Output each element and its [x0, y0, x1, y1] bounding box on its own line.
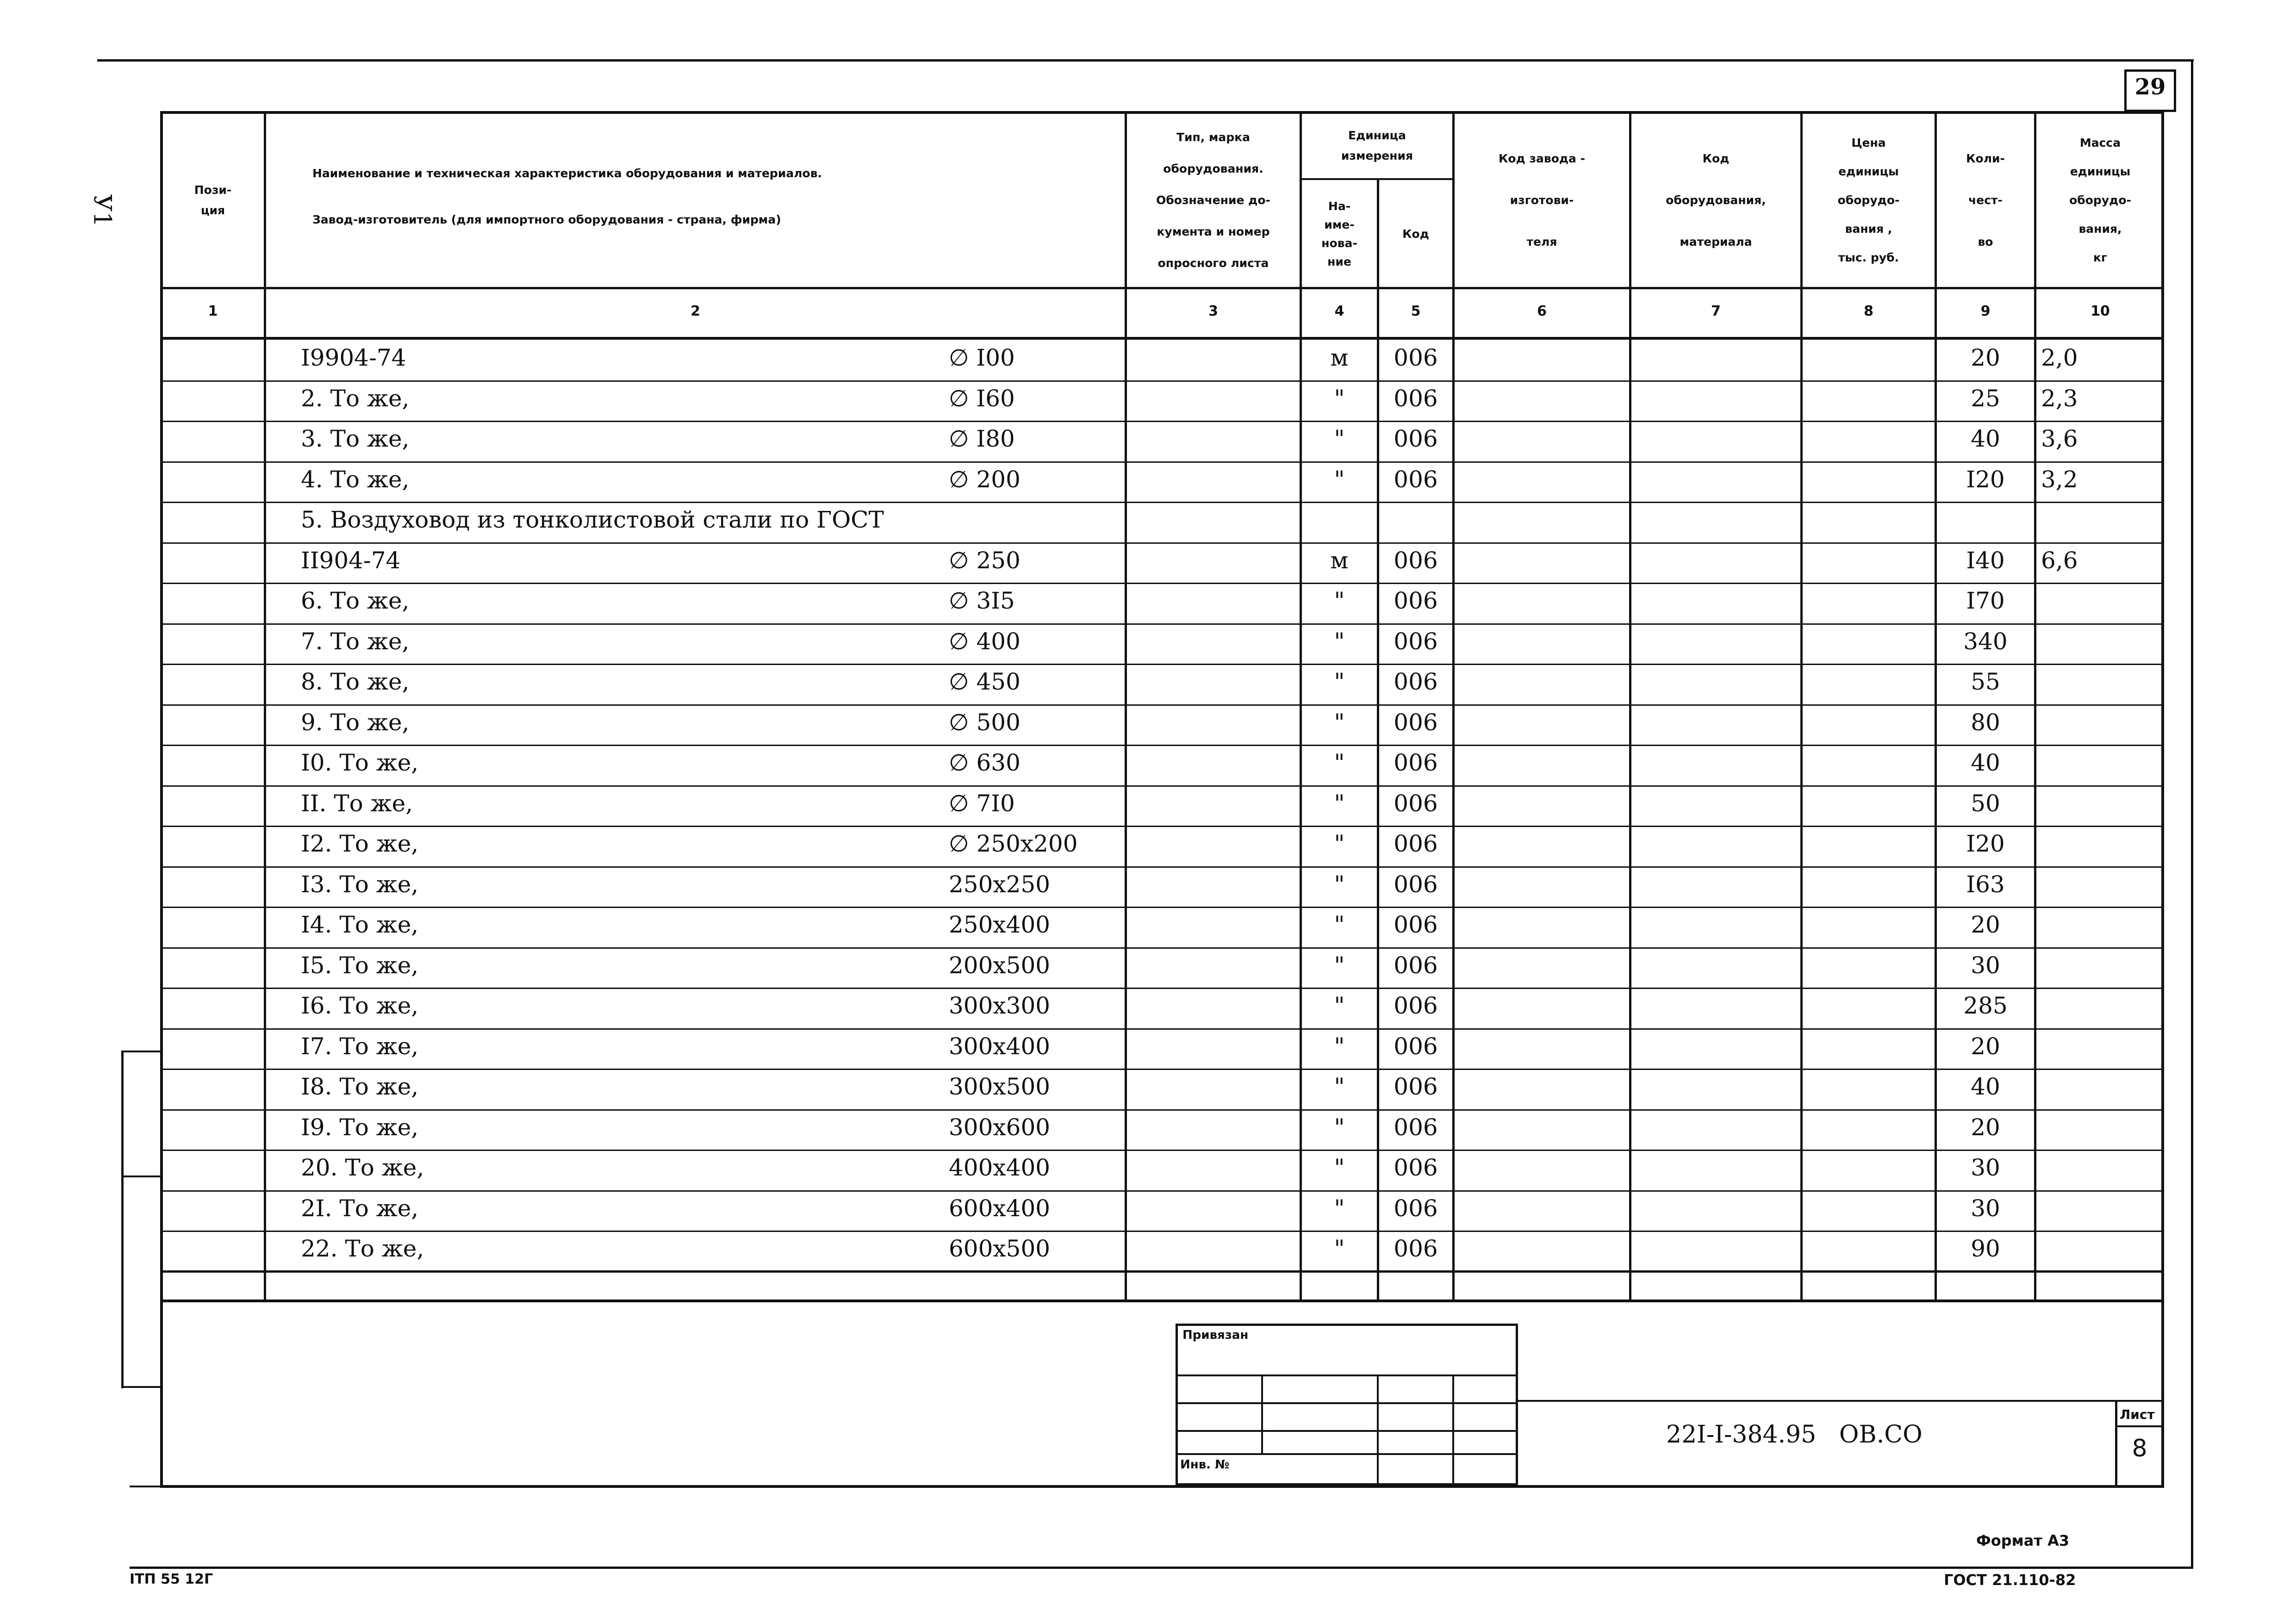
row-size: ∅ 500: [949, 709, 1020, 736]
row-unit: ": [1334, 790, 1345, 817]
row-name: I3. То же,: [301, 871, 419, 898]
row-separator: [160, 785, 2164, 787]
colnum-6: 6: [1537, 303, 1547, 319]
colnum-5: 5: [1411, 303, 1421, 319]
row-unit: ": [1334, 1073, 1345, 1100]
row-separator: [160, 866, 2164, 868]
side-mark: У1: [88, 194, 116, 227]
binding-strip-line-3: [121, 1175, 160, 1177]
row-name: 2. То же,: [301, 385, 410, 412]
header-name: Наименование и техническая характеристика оборудования и материалов. Завод-изготовитель (для импортного оборудования - страна, фирма): [312, 167, 822, 226]
row-code: 006: [1394, 628, 1438, 655]
col-sep-2: [1125, 111, 1127, 1300]
row-unit: ": [1334, 1113, 1345, 1141]
row-name: I0. То же,: [301, 749, 419, 776]
gost-label: ГОСТ 21.110-82: [1944, 1571, 2076, 1589]
row-code: 006: [1394, 344, 1438, 371]
row-name: I5. То же,: [301, 951, 419, 979]
row-qty: 80: [1971, 709, 2000, 736]
row-code: 006: [1394, 790, 1438, 817]
row-qty: 40: [1971, 1073, 2000, 1100]
row-name: I9. То же,: [301, 1113, 419, 1141]
stamp-line-2: [1176, 1402, 1518, 1404]
row-size: 300x500: [949, 1073, 1051, 1100]
col-sep-1: [264, 111, 266, 1300]
row-qty: I70: [1966, 587, 2005, 614]
row-name: I8. То же,: [301, 1073, 419, 1100]
row-unit: ": [1334, 628, 1345, 655]
row-unit: ": [1334, 385, 1345, 412]
row-name: 2I. То же,: [301, 1194, 419, 1222]
row-code: 006: [1394, 951, 1438, 979]
row-code: 006: [1394, 1113, 1438, 1141]
header-quantity: Коли- чест- во: [1966, 151, 2005, 249]
colnum-9: 9: [1980, 303, 1991, 319]
header-mass: Масса единицы оборудо- вания, кг: [2069, 136, 2131, 264]
row-code: 006: [1394, 466, 1438, 493]
row-unit: ": [1334, 1194, 1345, 1222]
row-size: 300x600: [949, 1113, 1051, 1141]
row-code: 006: [1394, 830, 1438, 857]
row-unit: ": [1334, 425, 1345, 452]
binding-strip-line-2: [121, 1051, 160, 1052]
row-qty: I20: [1966, 830, 2005, 857]
header-equipment-code: Код оборудования, материала: [1666, 151, 1766, 249]
row-size: 400x400: [949, 1154, 1051, 1181]
unit-group-split: [1300, 178, 1452, 180]
header-position: Пози- ция: [194, 183, 232, 217]
row-mass: 6,6: [2041, 547, 2078, 574]
colnum-1: 1: [208, 303, 218, 319]
row-code: 006: [1394, 1032, 1438, 1060]
row-mass: 3,6: [2041, 425, 2078, 452]
row-name: 5. Воздуховод из тонколистовой стали по ГОСТ: [301, 506, 884, 533]
row-name: I7. То же,: [301, 1032, 419, 1060]
row-separator: [160, 461, 2164, 463]
row-code: 006: [1394, 1194, 1438, 1222]
row-mass: 2,0: [2041, 344, 2078, 371]
row-size: ∅ 7I0: [949, 790, 1015, 817]
page-number: 29: [2134, 74, 2166, 100]
row-separator: [160, 907, 2164, 908]
row-separator: [160, 380, 2164, 382]
left-code-label: ITП 55 12Г: [130, 1571, 213, 1587]
stamp-line-4: [1176, 1453, 1518, 1455]
number-row-bottom-line: [160, 337, 2164, 340]
row-qty: 90: [1971, 1235, 2000, 1262]
header-type: Тип, марка оборудования. Обозначение до- кумента и номер опросного листа: [1156, 130, 1270, 270]
row-size: 250x250: [949, 871, 1051, 898]
row-code: 006: [1394, 425, 1438, 452]
col-sep-5: [1452, 111, 1455, 1300]
row-size: 300x400: [949, 1032, 1051, 1060]
frame-top-line: [97, 59, 2194, 62]
row-separator: [160, 623, 2164, 625]
row-separator: [160, 664, 2164, 665]
row-unit: ": [1334, 587, 1345, 614]
row-code: 006: [1394, 709, 1438, 736]
row-unit: ": [1334, 871, 1345, 898]
row-separator: [160, 745, 2164, 746]
row-qty: 20: [1971, 911, 2000, 938]
row-code: 006: [1394, 547, 1438, 574]
row-mass: 3,2: [2041, 466, 2078, 493]
stamp-line-3: [1176, 1430, 1518, 1432]
row-size: ∅ I80: [949, 425, 1015, 452]
row-unit: ": [1334, 992, 1345, 1019]
row-qty: 55: [1971, 668, 2000, 695]
row-qty: 20: [1971, 1113, 2000, 1141]
row-size: ∅ I00: [949, 344, 1015, 371]
row-qty: I20: [1966, 466, 2005, 493]
header-bottom-line: [160, 287, 2164, 289]
colnum-3: 3: [1208, 303, 1218, 319]
row-code: 006: [1394, 871, 1438, 898]
row-name: I6. То же,: [301, 992, 419, 1019]
row-name: 6. То же,: [301, 587, 410, 614]
document-designation: 22I-I-384.95 ОВ.СО: [1666, 1421, 1923, 1449]
row-code: 006: [1394, 749, 1438, 776]
row-separator: [160, 542, 2164, 544]
sheet-box-split: [2115, 1425, 2164, 1427]
row-separator: [160, 583, 2164, 584]
row-separator: [160, 502, 2164, 503]
row-size: 300x300: [949, 992, 1051, 1019]
row-unit: ": [1334, 749, 1345, 776]
row-qty: I63: [1966, 871, 2005, 898]
row-name: I4. То же,: [301, 911, 419, 938]
row-separator: [160, 421, 2164, 422]
row-qty: 20: [1971, 344, 2000, 371]
row-qty: 40: [1971, 425, 2000, 452]
row-name: 8. То же,: [301, 668, 410, 695]
row-unit: м: [1330, 547, 1349, 574]
row-name: I9904-74: [301, 344, 406, 371]
row-separator: [160, 988, 2164, 989]
sheet-label: Лист: [2120, 1407, 2155, 1422]
row-code: 006: [1394, 1073, 1438, 1100]
row-separator: [160, 1231, 2164, 1232]
row-size: ∅ 630: [949, 749, 1020, 776]
row-code: 006: [1394, 1154, 1438, 1181]
header-factory-code: Код завода - изготови- теля: [1498, 151, 1586, 249]
binding-strip-line-1: [121, 1051, 124, 1388]
row-name: II904-74: [301, 547, 401, 574]
row-size: 600x500: [949, 1235, 1051, 1262]
row-separator: [160, 1190, 2164, 1192]
row-code: 006: [1394, 668, 1438, 695]
sheet-number: 8: [2132, 1435, 2147, 1462]
row-separator: [160, 1069, 2164, 1070]
col-sep-9: [2034, 111, 2036, 1300]
row-separator: [160, 826, 2164, 827]
row-name: 3. То же,: [301, 425, 410, 452]
row-unit: ": [1334, 1235, 1345, 1262]
table-body-close-line: [160, 1300, 2164, 1302]
row-size: ∅ 450: [949, 668, 1020, 695]
row-qty: I40: [1966, 547, 2005, 574]
header-unit-code: Код: [1402, 227, 1429, 241]
row-separator: [160, 704, 2164, 706]
row-code: 006: [1394, 992, 1438, 1019]
row-qty: 285: [1963, 992, 2008, 1019]
frame-bottom-line: [130, 1567, 2193, 1569]
row-mass: 2,3: [2041, 385, 2078, 412]
row-qty: 50: [1971, 790, 2000, 817]
colnum-2: 2: [691, 303, 700, 319]
header-unit-group: Единица измерения: [1341, 129, 1413, 162]
col-sep-6: [1629, 111, 1631, 1300]
row-code: 006: [1394, 1235, 1438, 1262]
header-unit-name: На- име- нова- ние: [1321, 199, 1357, 268]
header-price: Цена единицы оборудо- вания , тыс. руб.: [1837, 136, 1900, 264]
row-unit: ": [1334, 668, 1345, 695]
row-separator: [160, 1109, 2164, 1111]
row-unit: ": [1334, 466, 1345, 493]
row-qty: 25: [1971, 385, 2000, 412]
row-name: II. То же,: [301, 790, 413, 817]
row-size: ∅ 200: [949, 466, 1020, 493]
row-size: ∅ I60: [949, 385, 1015, 412]
row-name: 7. То же,: [301, 628, 410, 655]
row-name: 9. То же,: [301, 709, 410, 736]
row-qty: 30: [1971, 951, 2000, 979]
table-body-end-line: [160, 1270, 2164, 1272]
row-size: ∅ 250: [949, 547, 1020, 574]
row-name: 4. То же,: [301, 466, 410, 493]
row-size: 200x500: [949, 951, 1051, 979]
stamp-vline-3: [1452, 1374, 1454, 1486]
row-qty: 20: [1971, 1032, 2000, 1060]
stamp-vline-1: [1261, 1374, 1263, 1453]
row-unit: ": [1334, 830, 1345, 857]
row-size: ∅ 3I5: [949, 587, 1015, 614]
row-separator: [160, 1028, 2164, 1030]
row-name: I2. То же,: [301, 830, 419, 857]
row-size: ∅ 400: [949, 628, 1020, 655]
row-qty: 30: [1971, 1154, 2000, 1181]
row-unit: ": [1334, 951, 1345, 979]
designation-top-line: [1518, 1400, 2164, 1402]
row-unit: ": [1334, 709, 1345, 736]
row-size: ∅ 250x200: [949, 830, 1078, 857]
inventory-label: Инв. №: [1180, 1458, 1230, 1472]
row-qty: 30: [1971, 1194, 2000, 1222]
row-name: 22. То же,: [301, 1235, 424, 1262]
row-separator: [160, 1150, 2164, 1151]
row-qty: 40: [1971, 749, 2000, 776]
col-sep-7: [1800, 111, 1803, 1300]
stamp-line-1: [1176, 1374, 1518, 1376]
row-size: 250x400: [949, 911, 1051, 938]
row-name: 20. То же,: [301, 1154, 424, 1181]
binding-strip-line-4: [121, 1386, 160, 1388]
row-code: 006: [1394, 587, 1438, 614]
colnum-8: 8: [1864, 303, 1873, 319]
row-separator: [160, 947, 2164, 949]
colnum-7: 7: [1711, 303, 1721, 319]
row-code: 006: [1394, 911, 1438, 938]
row-unit: ": [1334, 1154, 1345, 1181]
row-unit: м: [1330, 344, 1349, 371]
row-qty: 340: [1963, 628, 2008, 655]
row-size: 600x400: [949, 1194, 1051, 1222]
row-unit: ": [1334, 911, 1345, 938]
frame-right-line: [2191, 59, 2193, 1569]
binding-strip-line-5: [130, 1486, 160, 1487]
colnum-4: 4: [1334, 303, 1344, 319]
format-label: Формат А3: [1976, 1532, 2070, 1549]
linked-label: Привязан: [1182, 1328, 1249, 1342]
colnum-10: 10: [2091, 303, 2110, 319]
stamp-vline-2: [1377, 1374, 1379, 1486]
row-code: 006: [1394, 385, 1438, 412]
row-unit: ": [1334, 1032, 1345, 1060]
